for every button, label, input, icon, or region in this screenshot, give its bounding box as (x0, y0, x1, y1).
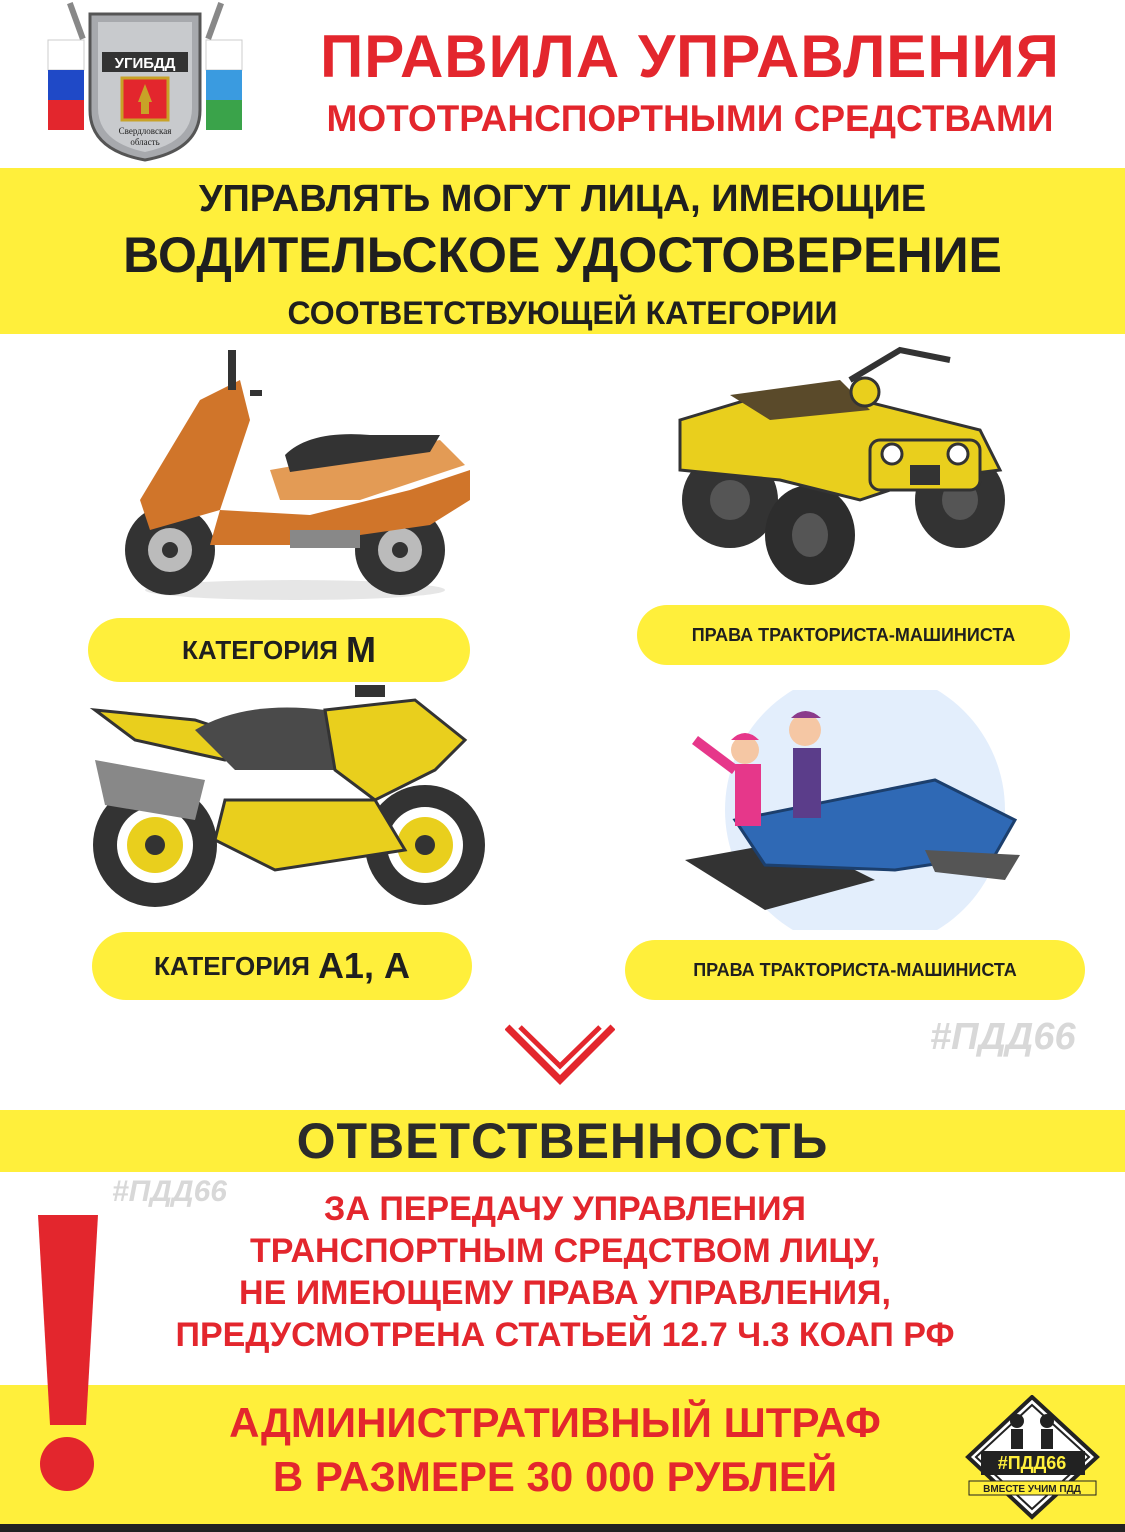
atv-image (660, 340, 1020, 590)
requirement-line-2: ВОДИТЕЛЬСКОЕ УДОСТОВЕРЕНИЕ (123, 227, 1002, 283)
category-m-prefix: КАТЕГОРИЯ (182, 634, 338, 665)
scooter-image (110, 340, 480, 605)
requirement-line-1: УПРАВЛЯТЬ МОГУТ ЛИЦА, ИМЕЮЩИЕ (198, 178, 927, 220)
tractor-license-label-snowmobile: ПРАВА ТРАКТОРИСТА-МАШИНИСТА (625, 940, 1085, 1000)
logo-bottom-text-2: область (130, 137, 160, 147)
exclamation-dot-icon (40, 1437, 94, 1491)
logo-top-text: УГИБДД (114, 55, 176, 72)
ugibdd-logo (40, 0, 250, 165)
category-a-label (92, 932, 472, 1000)
badge-tag: #ПДД66 (997, 1453, 1067, 1473)
requirement-line-3: СООТВЕТСТВУЮЩЕЙ КАТЕГОРИИ (287, 295, 838, 331)
category-m-value: М (345, 629, 376, 670)
responsibility-line-4: ПРЕДУСМОТРЕНА СТАТЬЕЙ 12.7 Ч.3 КОАП РФ (175, 1316, 955, 1354)
tractor-license-label-atv: ПРАВА ТРАКТОРИСТА-МАШИНИСТА (637, 605, 1070, 665)
exclamation-icon (38, 1215, 98, 1425)
category-a-prefix: КАТЕГОРИЯ (154, 950, 310, 981)
category-a-value: А1, А (317, 945, 410, 986)
watermark: #ПДД66 (930, 1016, 1076, 1058)
badge-caption: ВМЕСТЕ УЧИМ ПДД (983, 1484, 1081, 1495)
responsibility-heading: ОТВЕТСТВЕННОСТЬ (296, 1113, 829, 1169)
responsibility-line-1: ЗА ПЕРЕДАЧУ УПРАВЛЕНИЯ (324, 1190, 806, 1228)
responsibility-line-3: НЕ ИМЕЮЩЕМУ ПРАВА УПРАВЛЕНИЯ, (239, 1274, 891, 1312)
bottom-border (0, 1524, 1125, 1532)
page-title: ПРАВИЛА УПРАВЛЕНИЯ (320, 23, 1060, 90)
page-subtitle: МОТОТРАНСПОРТНЫМИ СРЕДСТВАМИ (326, 98, 1054, 139)
pdd66-badge (965, 1395, 1100, 1520)
fine-line-1: АДМИНИСТРАТИВНЫЙ ШТРАФ (229, 1399, 881, 1446)
snowmobile-image (675, 690, 1030, 930)
fine-line-2: В РАЗМЕРЕ 30 000 РУБЛЕЙ (272, 1453, 838, 1500)
watermark: #ПДД66 (112, 1175, 227, 1208)
responsibility-line-2: ТРАНСПОРТНЫМ СРЕДСТВОМ ЛИЦУ, (249, 1232, 881, 1270)
logo-bottom-text-1: Свердловская (118, 126, 172, 136)
category-m-label (88, 618, 470, 682)
motorcycle-image (75, 680, 495, 910)
chevron-down-icon (505, 1022, 615, 1092)
